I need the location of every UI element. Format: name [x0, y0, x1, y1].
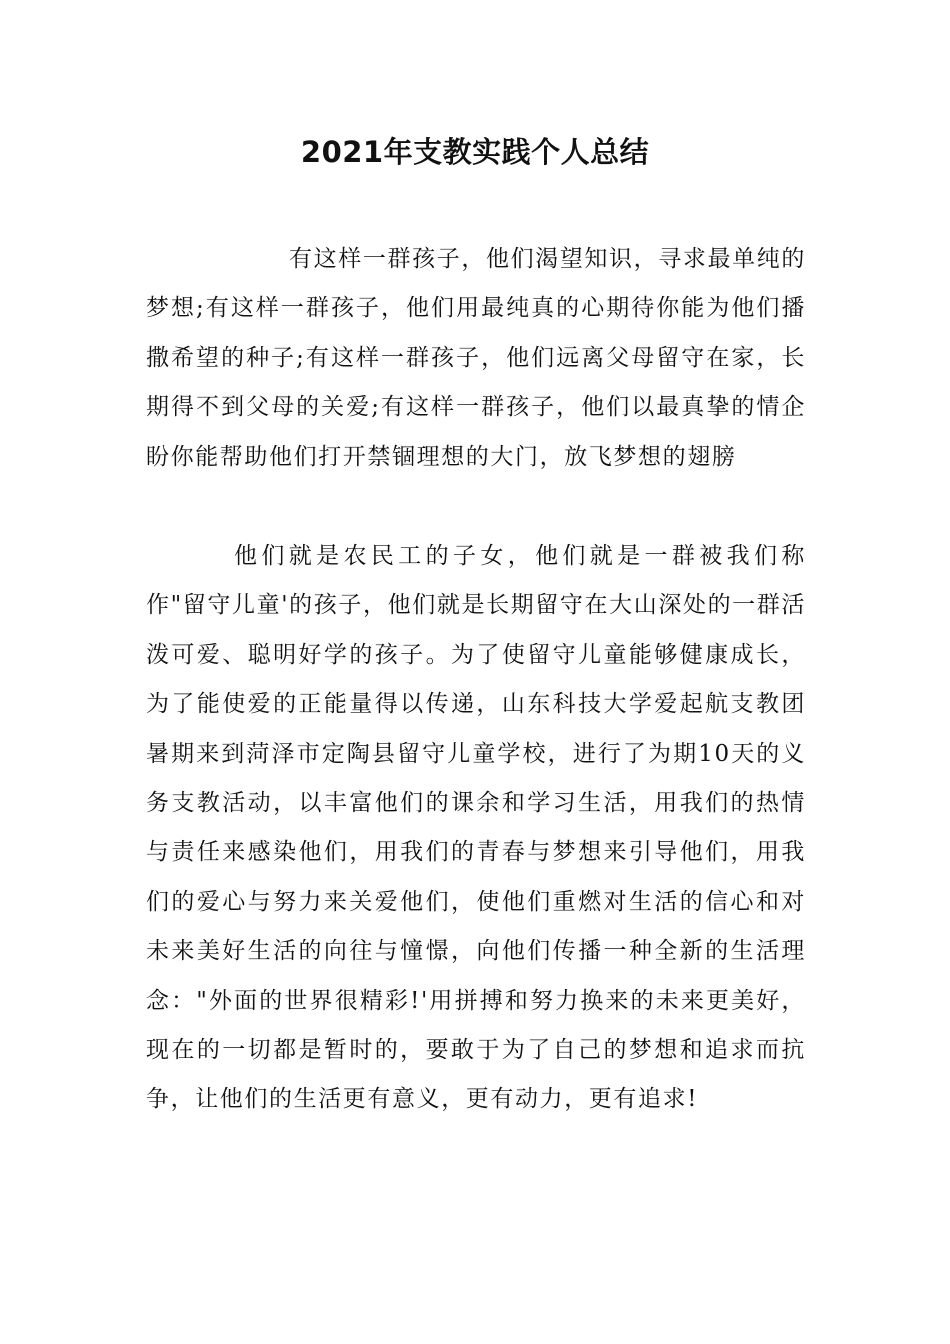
- paragraph-2: 他们就是农民工的子女，他们就是一群被我们称作"留守儿童'的孩子，他们就是长期留守在大山深处的一群活泼可爱、聪明好学的孩子。为了使留守儿童能够健康成长，为了能使爱的正能量得以传递，山东科技大学爱起航支教团暑期来到菏泽市定陶县留守儿童学校，进行了为期10天的义务支教活动，以丰富他们的课余和学习生活，用我们的热情与责任来感染他们，用我们的青春与梦想来引导他们，用我们的爱心与努力来关爱他们，使他们重燃对生活的信心和对未来美好生活的向往与憧憬，向他们传播一种全新的生活理念："外面的世界很精彩!'用拼搏和努力换来的未来更美好，现在的一切都是暂时的，要敢于为了自己的梦想和追求而抗争，让他们的生活更有意义，更有动力，更有追求!: [146, 543, 806, 1113]
- paragraph-1: 有这样一群孩子，他们渴望知识，寻求最单纯的梦想;有这样一群孩子，他们用最纯真的心期待你能为他们播撒希望的种子;有这样一群孩子，他们远离父母留守在家，长期得不到父母的关爱;有这样一群孩子，他们以最真挚的情企盼你能帮助他们打开禁锢理想的大门，放飞梦想的翅膀: [146, 246, 806, 470]
- document-title: 2021年支教实践个人总结: [300, 135, 650, 169]
